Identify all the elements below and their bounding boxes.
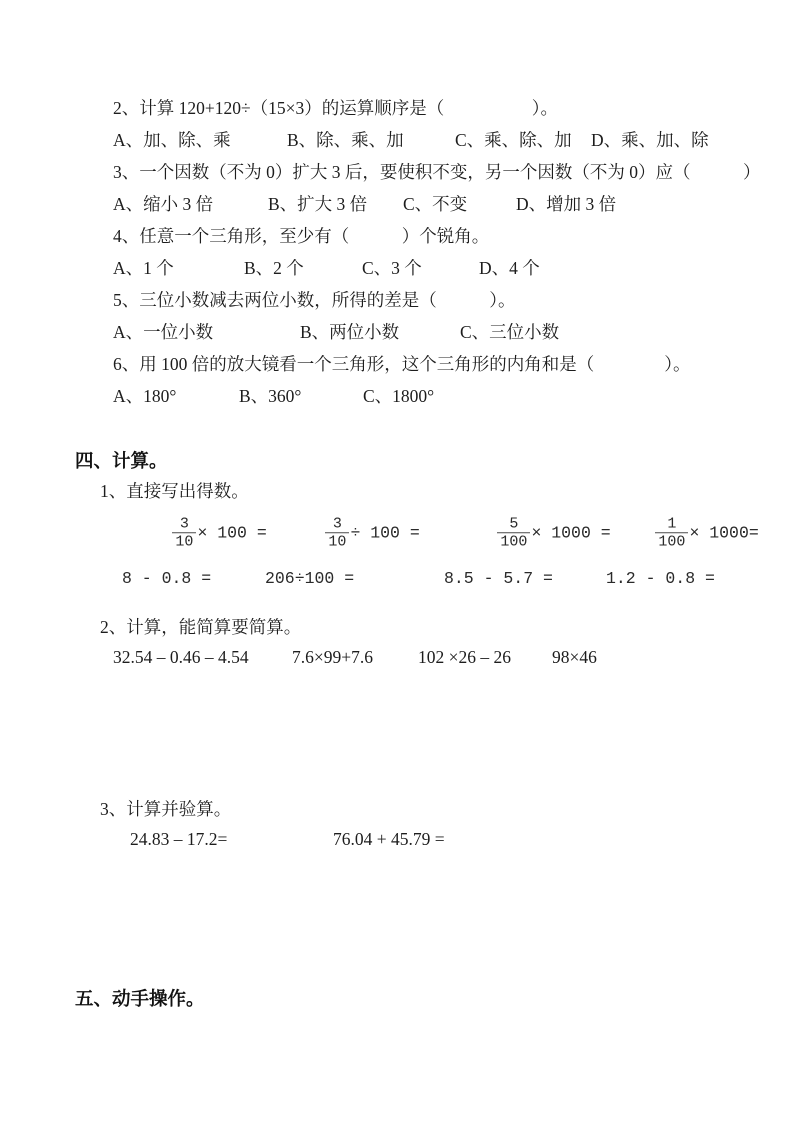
expression-rest: × 1000 = xyxy=(531,523,611,543)
calc-expression: 206÷100 = xyxy=(265,569,355,588)
expression-rest: ÷ 100 = xyxy=(350,523,420,543)
option-4b: B、2 个 xyxy=(244,258,304,278)
question-6-options xyxy=(113,380,753,412)
fraction-numerator: 5 xyxy=(509,515,519,533)
fraction xyxy=(497,516,530,550)
fraction xyxy=(655,516,688,550)
question-5-stem: 5、三位小数减去两位小数，所得的差是（ ）。 xyxy=(113,290,516,310)
calc-expression: 76.04 + 45.79 = xyxy=(333,829,445,849)
question-2-options xyxy=(113,124,753,156)
quick-calc-simple-row xyxy=(0,564,793,594)
option-5b: B、两位小数 xyxy=(300,322,400,342)
option-3b: B、扩大 3 倍 xyxy=(268,194,368,214)
calc-expression: 32.54 – 0.46 – 4.54 xyxy=(113,647,249,667)
simplify-calc-row xyxy=(0,642,793,672)
calc-expression: 8.5 - 5.7 = xyxy=(444,569,553,588)
question-3-stem: 3、一个因数（不为 0）扩大 3 后，要使积不变，另一个因数（不为 0）应（ ） xyxy=(113,162,761,182)
option-4c: C、3 个 xyxy=(362,258,422,278)
fraction-numerator: 1 xyxy=(667,515,677,533)
calc-expression: 8 - 0.8 = xyxy=(122,569,212,588)
option-3d: D、增加 3 倍 xyxy=(516,194,617,214)
option-5a: A、一位小数 xyxy=(113,322,214,342)
option-6a: A、180° xyxy=(113,386,177,406)
calc-expression xyxy=(266,497,420,569)
calc-expression xyxy=(438,497,611,569)
section-5-heading: 五、动手操作。 xyxy=(75,988,205,1009)
option-6b: B、360° xyxy=(239,386,302,406)
fraction-denominator: 100 xyxy=(497,532,530,550)
question-2-stem: 2、计算 120+120÷（15×3）的运算顺序是（ ）。 xyxy=(113,98,558,118)
option-5c: C、三位小数 xyxy=(460,322,560,342)
fraction-denominator: 10 xyxy=(325,532,349,550)
verify-calc-row xyxy=(0,824,793,854)
option-2b: B、除、乘、加 xyxy=(287,130,404,150)
fraction xyxy=(325,516,349,550)
fraction-numerator: 3 xyxy=(179,515,189,533)
calc-expression: 24.83 – 17.2= xyxy=(130,829,228,849)
calc-expression: 1.2 - 0.8 = xyxy=(606,569,715,588)
calc-expression xyxy=(596,497,759,569)
option-3a: A、缩小 3 倍 xyxy=(113,194,214,214)
fraction xyxy=(172,516,196,550)
question-4-options xyxy=(113,252,753,284)
calc-expression: 98×46 xyxy=(552,647,597,667)
part-1-title: 1、直接写出得数。 xyxy=(100,481,249,501)
part-2-title: 2、计算，能简算要简算。 xyxy=(100,617,302,637)
calc-expression: 102 ×26 – 26 xyxy=(418,647,511,667)
top-margin xyxy=(0,0,793,92)
expression-rest: × 1000= xyxy=(689,523,759,543)
option-2d: D、乘、加、除 xyxy=(591,130,709,150)
option-4a: A、1 个 xyxy=(113,258,174,278)
question-3-options xyxy=(113,188,753,220)
option-2a: A、加、除、乘 xyxy=(113,130,231,150)
expression-rest: × 100 = xyxy=(197,523,267,543)
option-2c: C、乘、除、加 xyxy=(455,130,572,150)
fraction-numerator: 3 xyxy=(332,515,342,533)
calc-expression: 7.6×99+7.6 xyxy=(292,647,373,667)
option-3c: C、不变 xyxy=(403,194,468,214)
question-6-stem: 6、用 100 倍的放大镜看一个三角形，这个三角形的内角和是（ ）。 xyxy=(113,354,691,374)
question-4-stem: 4、任意一个三角形，至少有（ ）个锐角。 xyxy=(113,226,490,246)
question-5-options xyxy=(113,316,753,348)
option-6c: C、1800° xyxy=(363,386,435,406)
quick-calc-fraction-row xyxy=(0,506,793,560)
section-4-heading: 四、计算。 xyxy=(75,450,168,471)
part-3-title: 3、计算并验算。 xyxy=(100,799,232,819)
option-4d: D、4 个 xyxy=(479,258,540,278)
fraction-denominator: 100 xyxy=(655,532,688,550)
calc-expression xyxy=(113,497,267,569)
fraction-denominator: 10 xyxy=(172,532,196,550)
